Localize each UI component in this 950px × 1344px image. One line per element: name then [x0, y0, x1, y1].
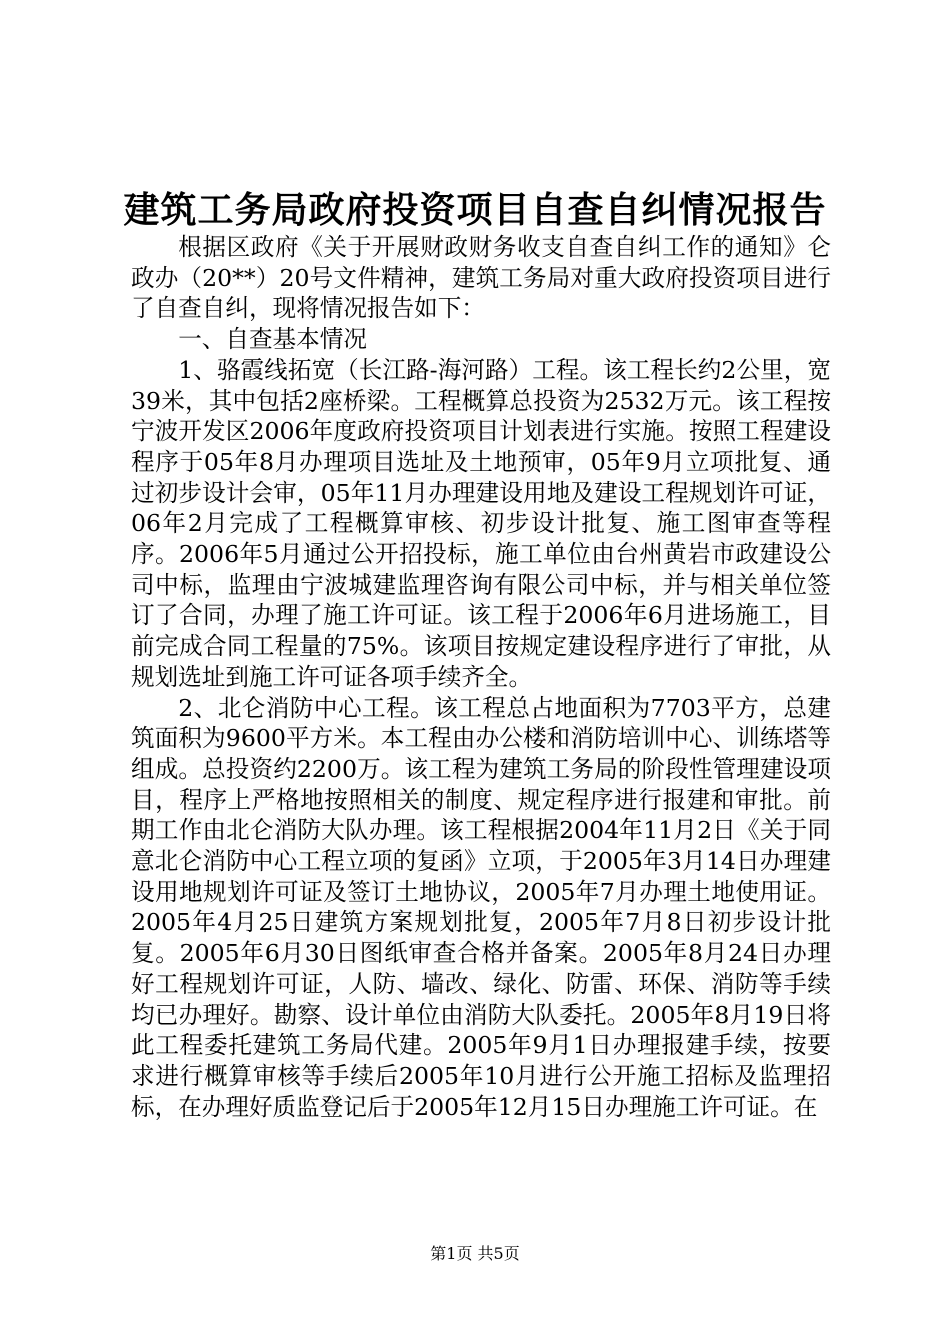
- document-title: 建筑工务局政府投资项目自查自纠情况报告: [123, 189, 827, 231]
- section-heading: 一、自查基本情况: [178, 325, 367, 354]
- project-1-paragraph: 1、骆霞线拓宽（长江路-海河路）工程。该工程长约2公里，宽39米，其中包括2座桥梁。工程概算总投资为2532万元。该工程按宁波开发区2006年度政府投资项目计划表进行实施。按照工程建设程序于05年8月办理项目选址及土地预审，05年9月立项批复、通过初步设计会审，05年11月办理建设用地及建设工程规划许可证，06年2月完成了工程概算审核、初步设计批复、施工图审查等程序。2006年5月通过公开招投标，施工单位由台州黄岩市政建设公司中标，监理由宁波城建监理咨询有限公司中标，并与相关单位签订了合同，办理了施工许可证。该工程于2006年6月进场施工，目前完成合同工程量的75%。该项目按规定建设程序进行了审批，从规划选址到施工许可证各项手续齐全。: [131, 355, 831, 691]
- intro-paragraph: 根据区政府《关于开展财政财务收支自查自纠工作的通知》仑政办（20**）20号文件精神，建筑工务局对重大政府投资项目进行了自查自纠，现将情况报告如下：: [131, 233, 831, 323]
- project-2-paragraph: 2、北仑消防中心工程。该工程总占地面积为7703平方，总建筑面积为9600平方米。本工程由办公楼和消防培训中心、训练塔等组成。总投资约2200万。该工程为建筑工务局的阶段性管理建设项目，程序上严格地按照相关的制度、规定程序进行报建和审批。前期工作由北仑消防大队办理。该工程根据2004年11月2日《关于同意北仑消防中心工程立项的复函》立项，于2005年3月14日办理建设用地规划许可证及签订土地协议，2005年7月办理土地使用证。2005年4月25日建筑方案规划批复，2005年7月8日初步设计批复。2005年6月30日图纸审查合格并备案。2005年8月24日办理好工程规划许可证，人防、墙改、绿化、防雷、环保、消防等手续均已办理好。勘察、设计单位由消防大队委托。2005年8月19日将此工程委托建筑工务局代建。2005年9月1日办理报建手续，按要求进行概算审核等手续后2005年10月进行公开施工招标及监理招标，在办理好质监登记后于2005年12月15日办理施工许可证。在: [131, 693, 831, 1121]
- document-body: [131, 232, 831, 1122]
- page-number-footer: 第1页 共5页: [430, 1244, 520, 1263]
